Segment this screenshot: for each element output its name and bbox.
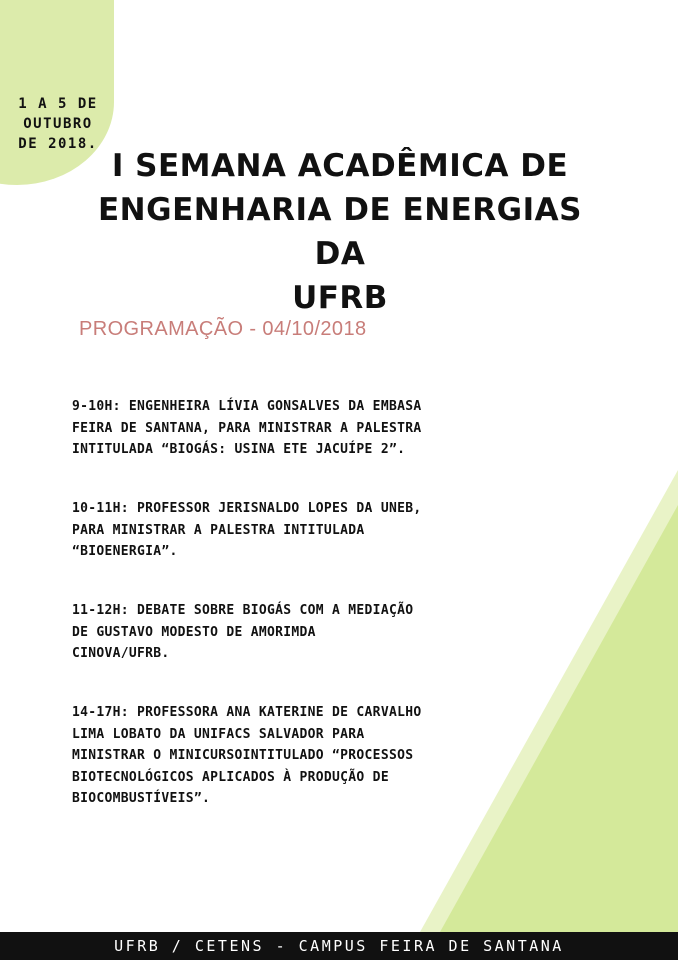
schedule-item xyxy=(72,600,482,665)
schedule-line: BIOTECNOLÓGICOS APLICADOS À PRODUÇÃO DE xyxy=(72,769,389,785)
title-line: UFRB xyxy=(292,280,388,316)
schedule-line: INTITULADA “BIOGÁS: USINA ETE JACUÍPE 2”. xyxy=(72,442,406,457)
schedule-line: DE GUSTAVO MODESTO DE AMORIMDA xyxy=(72,624,316,640)
schedule-line: LIMA LOBATO DA UNIFACS SALVADOR PARA xyxy=(72,726,365,742)
date-line: OUTUBRO xyxy=(23,116,93,132)
schedule-line: 11-12H: DEBATE SOBRE BIOGÁS COM A MEDIAÇÃO xyxy=(72,603,414,618)
footer-bar: UFRB / CETENS - CAMPUS FEIRA DE SANTANA xyxy=(0,932,678,960)
program-heading: PROGRAMAÇÃO - 04/10/2018 xyxy=(79,318,367,340)
schedule-line: MINISTRAR O MINICURSOINTITULADO “PROCESSOS xyxy=(72,748,414,763)
schedule-line: 10-11H: PROFESSOR JERISNALDO LOPES DA UNEB, xyxy=(72,501,422,516)
schedule-line: FEIRA DE SANTANA, PARA MINISTRAR A PALESTRA xyxy=(72,420,422,436)
schedule-item xyxy=(72,396,482,461)
title-line: I SEMANA ACADÊMICA DE xyxy=(111,148,569,184)
schedule-item xyxy=(72,498,482,563)
schedule-item xyxy=(72,702,482,810)
title-line: ENGENHARIA DE ENERGIAS DA xyxy=(98,192,582,272)
schedule-line: CINOVA/UFRB. xyxy=(72,646,170,661)
date-line: DE 2018. xyxy=(18,136,98,152)
date-line: 1 A 5 DE xyxy=(18,96,98,112)
schedule-line: 14-17H: PROFESSORA ANA KATERINE DE CARVALHO xyxy=(72,705,422,720)
schedule-line: BIOCOMBUSTÍVEIS”. xyxy=(72,791,211,806)
schedule-line: PARA MINISTRAR A PALESTRA INTITULADA xyxy=(72,522,365,538)
schedule-line: 9-10H: ENGENHEIRA LÍVIA GONSALVES DA EMBASA xyxy=(72,399,422,414)
schedule-line: “BIOENERGIA”. xyxy=(72,544,178,559)
page-title xyxy=(70,144,610,320)
